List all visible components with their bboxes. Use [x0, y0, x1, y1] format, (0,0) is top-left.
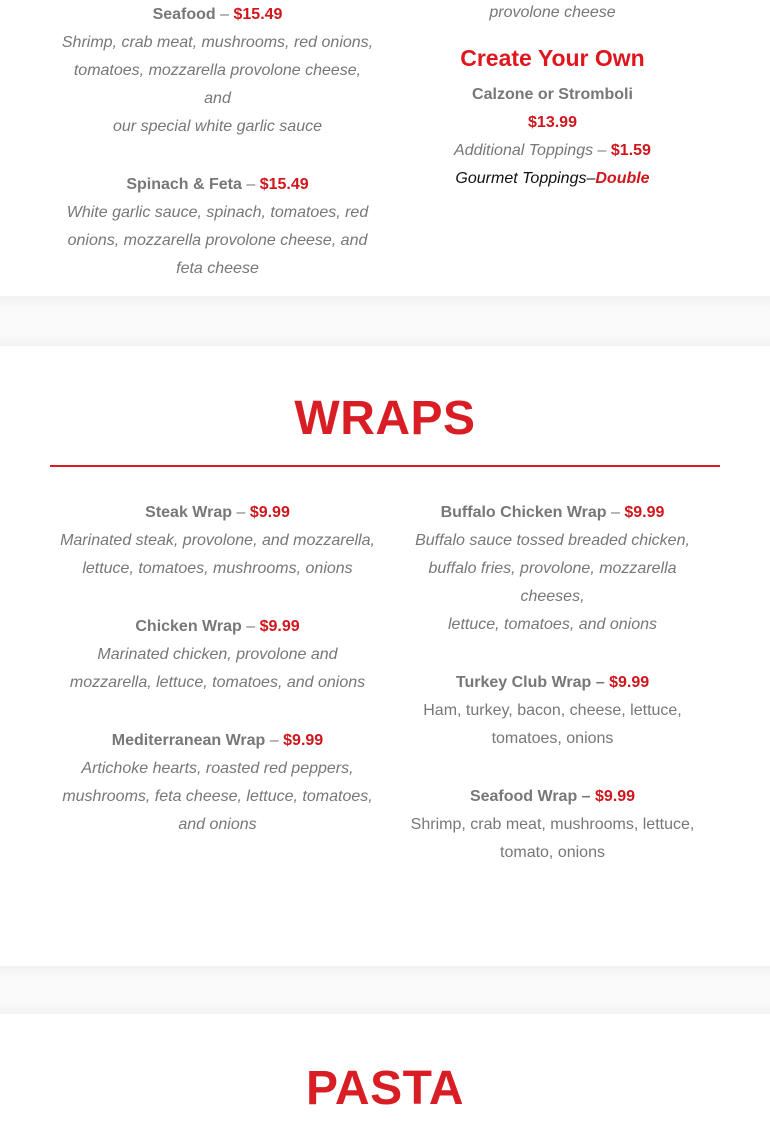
- item-separator: –: [246, 176, 256, 193]
- item-name: Spinach & Feta: [126, 176, 242, 193]
- item-price: $15.49: [233, 6, 283, 23]
- item-price: $15.49: [259, 176, 309, 193]
- desc-line: onions, mozzarella provolone cheese, and: [67, 232, 368, 249]
- item-description: [60, 527, 375, 583]
- desc-line: and onions: [178, 816, 257, 833]
- desc-line: tomato, onions: [500, 844, 605, 861]
- item-price: $13.99: [528, 114, 577, 131]
- desc-line: Artichoke hearts, roasted red peppers,: [81, 760, 354, 777]
- item-name: Chicken Wrap: [135, 618, 242, 635]
- item-description: [60, 641, 375, 697]
- menu-item-title: [60, 727, 375, 755]
- menu-item-title: Calzone or Stromboli: [472, 86, 633, 103]
- item-price: $9.99: [249, 504, 290, 521]
- menu-item-title: [395, 669, 710, 697]
- section-divider: [0, 966, 770, 1014]
- item-price: $9.99: [609, 674, 650, 691]
- desc-line: tomatoes, mozzarella provolone cheese, and: [73, 62, 362, 107]
- item-name: Buffalo Chicken Wrap: [440, 504, 607, 521]
- desc-line: buffalo fries, provolone, mozzarella cheeses,: [428, 560, 677, 605]
- item-description: [395, 527, 710, 639]
- desc-line: Ham, turkey, bacon, cheese, lettuce,: [423, 702, 682, 719]
- item-separator: –: [611, 504, 620, 521]
- desc-line: Shrimp, crab meat, mushrooms, lettuce,: [410, 816, 695, 833]
- item-name: Steak Wrap: [145, 504, 232, 521]
- gourmet-toppings: [395, 165, 710, 193]
- item-description: [395, 811, 710, 867]
- create-your-own-heading: Create Your Own: [460, 45, 645, 71]
- menu-item-title: [395, 499, 710, 527]
- desc-line: Marinated chicken, provolone and: [97, 646, 338, 663]
- pizza-left-column: [60, 1, 375, 283]
- desc-line: Shrimp, crab meat, mushrooms, red onions,: [61, 34, 374, 51]
- additional-toppings-label: Additional Toppings –: [454, 142, 607, 159]
- item-separator: –: [236, 504, 246, 521]
- desc-line: Buffalo sauce tossed breaded chicken,: [415, 532, 690, 549]
- gourmet-toppings-label: Gourmet Toppings–: [455, 170, 596, 187]
- additional-toppings-price: $1.59: [610, 142, 651, 159]
- additional-toppings: [395, 137, 710, 165]
- item-price: $9.99: [624, 504, 665, 521]
- item-name: Seafood: [152, 6, 216, 23]
- item-separator: –: [246, 618, 256, 635]
- item-description-tail: provolone cheese: [489, 4, 616, 21]
- menu-item-title: [60, 171, 375, 199]
- menu-item-title: [395, 783, 710, 811]
- pizza-right-column: [395, 0, 710, 193]
- item-description: [395, 697, 710, 753]
- item-price: $9.99: [283, 732, 324, 749]
- section-divider: [0, 296, 770, 346]
- desc-line: Marinated steak, provolone, and mozzarella,: [60, 532, 375, 549]
- pasta-section: [0, 1014, 770, 1128]
- item-description: [60, 29, 375, 141]
- section-heading: PASTA: [305, 1062, 465, 1115]
- desc-line: White garlic sauce, spinach, tomatoes, red: [66, 204, 369, 221]
- desc-line: feta cheese: [176, 260, 259, 277]
- item-description: [60, 199, 375, 283]
- desc-line: our special white garlic sauce: [113, 118, 322, 135]
- desc-line: tomatoes, onions: [491, 730, 614, 747]
- section-heading: WRAPS: [294, 392, 476, 445]
- item-separator: –: [220, 6, 230, 23]
- item-separator: –: [269, 732, 279, 749]
- menu-item-title: [60, 613, 375, 641]
- pizza-section: [0, 0, 770, 296]
- desc-line: lettuce, tomatoes, and onions: [447, 616, 658, 633]
- wraps-right-column: [395, 499, 710, 867]
- item-price: $9.99: [259, 618, 300, 635]
- menu-item-title: [60, 1, 375, 29]
- gourmet-toppings-value: Double: [595, 170, 650, 187]
- desc-line: lettuce, tomatoes, mushrooms, onions: [82, 560, 353, 577]
- item-name: Mediterranean Wrap: [111, 732, 266, 749]
- item-name: Turkey Club Wrap –: [455, 674, 605, 691]
- wraps-left-column: [60, 499, 375, 839]
- item-description: [60, 755, 375, 839]
- item-name: Seafood Wrap –: [469, 788, 591, 805]
- desc-line: mozzarella, lettuce, tomatoes, and onions: [69, 674, 366, 691]
- item-price: $9.99: [595, 788, 636, 805]
- heading-rule: [50, 465, 720, 467]
- desc-line: mushrooms, feta cheese, lettuce, tomatoes,: [62, 788, 373, 805]
- menu-item-title: [60, 499, 375, 527]
- wraps-section: [0, 346, 770, 966]
